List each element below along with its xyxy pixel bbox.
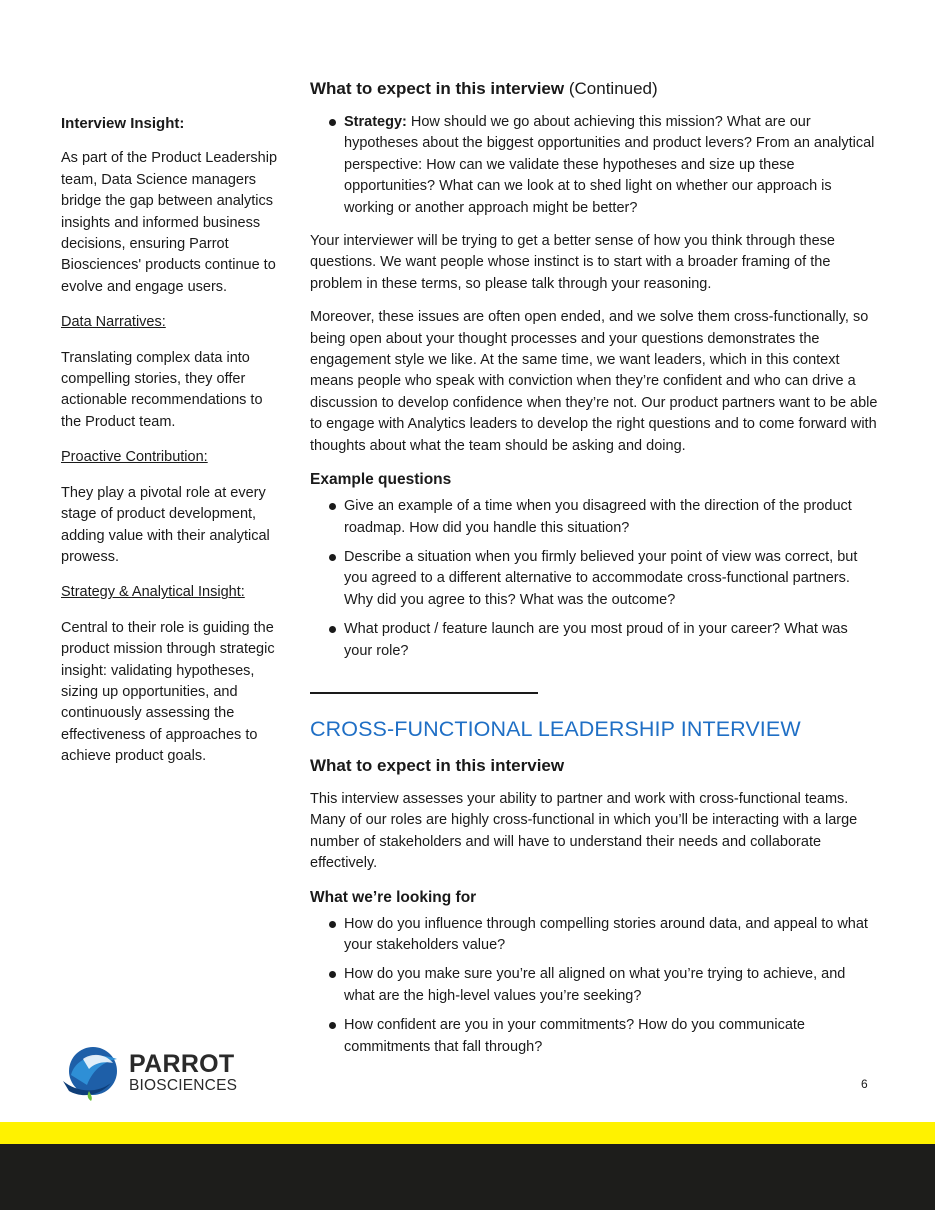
footer-yellow-band [0, 1122, 935, 1144]
sidebar-heading-proactive-contribution: Proactive Contribution: [61, 449, 208, 466]
sidebar-heading-data-narratives: Data Narratives: [61, 314, 166, 331]
page-number: 6 [861, 1077, 868, 1091]
continued-heading-text: What to expect in this interview [310, 79, 565, 98]
section-title: CROSS-FUNCTIONAL LEADERSHIP INTERVIEW [310, 716, 801, 741]
logo-word-biosciences: BIOSCIENCES [129, 1077, 238, 1094]
looking-for-heading: What we’re looking for [310, 888, 477, 906]
sidebar-title: Interview Insight: [61, 115, 185, 132]
strategy-list [310, 112, 878, 219]
logo-text [129, 1051, 237, 1095]
section-divider [310, 692, 538, 694]
continued-heading [310, 77, 878, 101]
list-item: How do you influence through compelling stories around data, and appeal to what your stakeholders value? [344, 914, 878, 957]
list-item: Describe a situation when you firmly believed your point of view was correct, but you agreed to a different alternative to accommodate cross-functional partners. Why did you agree to this? What was the outcome? [344, 547, 878, 611]
list-item: How confident are you in your commitments? How do you communicate commitments that fall through? [344, 1015, 878, 1058]
sidebar-heading-strategy: Strategy & Analytical Insight: [61, 584, 245, 601]
company-logo [61, 1045, 261, 1101]
sidebar-intro: As part of the Product Leadership team, Data Science managers bridge the gap between analytics insights and informed business decisions, ensuring Parrot Biosciences' products continue to evolve and engage users. [61, 150, 278, 295]
list-item [344, 112, 878, 219]
list-item: What product / feature launch are you most proud of in your career? What was your role? [344, 619, 878, 662]
paragraph-moreover: Moreover, these issues are often open ended, and we solve them cross-functionally, so being open about your thought processes and your questions demonstrates the engagement style we like. At the same time, we want leaders, which in this context means people who speak with conviction when they’re confident and who can drive a discussion to develop confidence when they’re not. Our product partners want to be able to engage with Analytics leaders to develop the right questions and to come forward with thoughts about what the team should be asking and doing. [310, 309, 878, 454]
example-questions-heading: Example questions [310, 471, 452, 489]
sidebar-insight [61, 113, 283, 782]
expect-heading: What to expect in this interview [310, 755, 565, 775]
strategy-text: How should we go about achieving this mission? What are our hypotheses about the biggest opportunities and product levers? From an analytical perspective: How can we validate these hypotheses and size up these opportunities? What can we look at to shed light on whether our approach is working or another approach might be better? [344, 114, 875, 216]
strategy-lead: Strategy: [344, 114, 407, 130]
footer-dark-band [0, 1144, 935, 1210]
sidebar-text-data-narratives: Translating complex data into compelling stories, they offer actionable recommendations to the Product team. [61, 349, 263, 430]
sidebar-text-proactive-contribution: They play a pivotal role at every stage of product development, adding value with their analytical prowess. [61, 484, 270, 565]
continued-suffix: (Continued) [568, 79, 658, 98]
example-questions-list [310, 496, 878, 662]
looking-for-list [310, 914, 878, 1058]
paragraph-interviewer: Your interviewer will be trying to get a better sense of how you think through these questions. We want people whose instinct is to start with a broader framing of the problem in these terms, so please talk through your reasoning. [310, 233, 835, 292]
list-item: How do you make sure you’re all aligned on what you’re trying to achieve, and what are the high-level values you’re seeking? [344, 964, 878, 1007]
logo-word-parrot: PARROT [129, 1050, 235, 1078]
expect-text: This interview assesses your ability to partner and work with cross-functional teams. Many of our roles are highly cross-functional in which you’ll be interacting with a large number of stakeholders and will have to understand their needs and collaborate effectively. [310, 790, 858, 872]
main-content [310, 77, 878, 1070]
sidebar-text-strategy: Central to their role is guiding the product mission through strategic insight: validating hypotheses, sizing up opportunities, and continuously assessing the effectiveness of approaches to achieve product goals. [61, 619, 275, 765]
list-item: Give an example of a time when you disagreed with the direction of the product roadmap. How did you handle this situation? [344, 496, 878, 539]
parrot-logo-icon [61, 1045, 123, 1101]
